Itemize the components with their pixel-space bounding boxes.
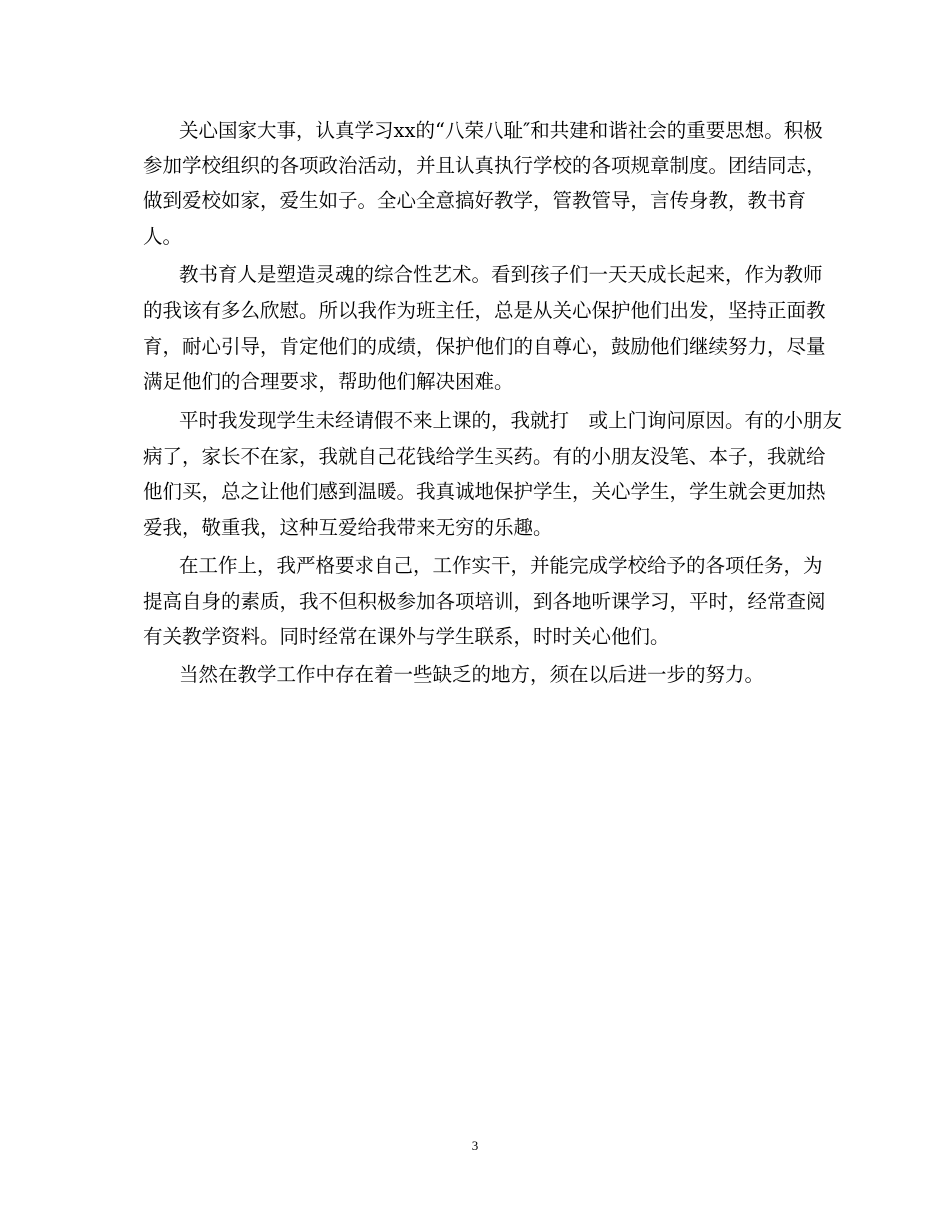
page-number: 3 bbox=[471, 1138, 479, 1153]
text-line: 做到爱校如家，爱生如子。全心全意搞好教学，管教管导，言传身教，教书育 bbox=[143, 189, 807, 212]
text-line: 在工作上，我严格要求自己，工作实干，并能完成学校给予的各项任务，为 bbox=[179, 554, 823, 577]
text-line: 育，耐心引导，肯定他们的成绩，保护他们的自尊心，鼓励他们继续努力，尽量 bbox=[143, 335, 826, 358]
text-line: 有关教学资料。同时经常在课外与学生联系，时时关心他们。 bbox=[143, 625, 670, 648]
text-line: 参加学校组织的各项政治活动，并且认真执行学校的各项规章制度。团结同志， bbox=[143, 154, 826, 177]
text-line: 平时我发现学生未经请假不来上课的，我就打 或上门询问原因。有的小朋友 bbox=[179, 409, 843, 432]
text-line: 爱我，敬重我，这种互爱给我带来无穷的乐趣。 bbox=[143, 516, 553, 539]
text-line: 教书育人是塑造灵魂的综合性艺术。看到孩子们一天天成长起来，作为教师 bbox=[179, 263, 823, 286]
text-line: 病了，家长不在家，我就自己花钱给学生买药。有的小朋友没笔、本子，我就给 bbox=[143, 445, 826, 468]
text-line: 关心国家大事，认真学习xx的“八荣八耻″和共建和谐社会的重要思想。积极 bbox=[179, 119, 823, 142]
text-line: 人。 bbox=[143, 225, 183, 248]
text-line: 当然在教学工作中存在着一些缺乏的地方，须在以后进一步的努力。 bbox=[179, 663, 765, 686]
text-line: 满足他们的合理要求，帮助他们解决困难。 bbox=[143, 370, 514, 393]
text-line: 提高自身的素质，我不但积极参加各项培训，到各地听课学习，平时，经常查阅 bbox=[143, 590, 826, 613]
text-line: 的我该有多么欣慰。所以我作为班主任，总是从关心保护他们出发，坚持正面教 bbox=[143, 299, 826, 322]
text-line: 他们买，总之让他们感到温暖。我真诚地保护学生，关心学生，学生就会更加热 bbox=[143, 480, 826, 503]
